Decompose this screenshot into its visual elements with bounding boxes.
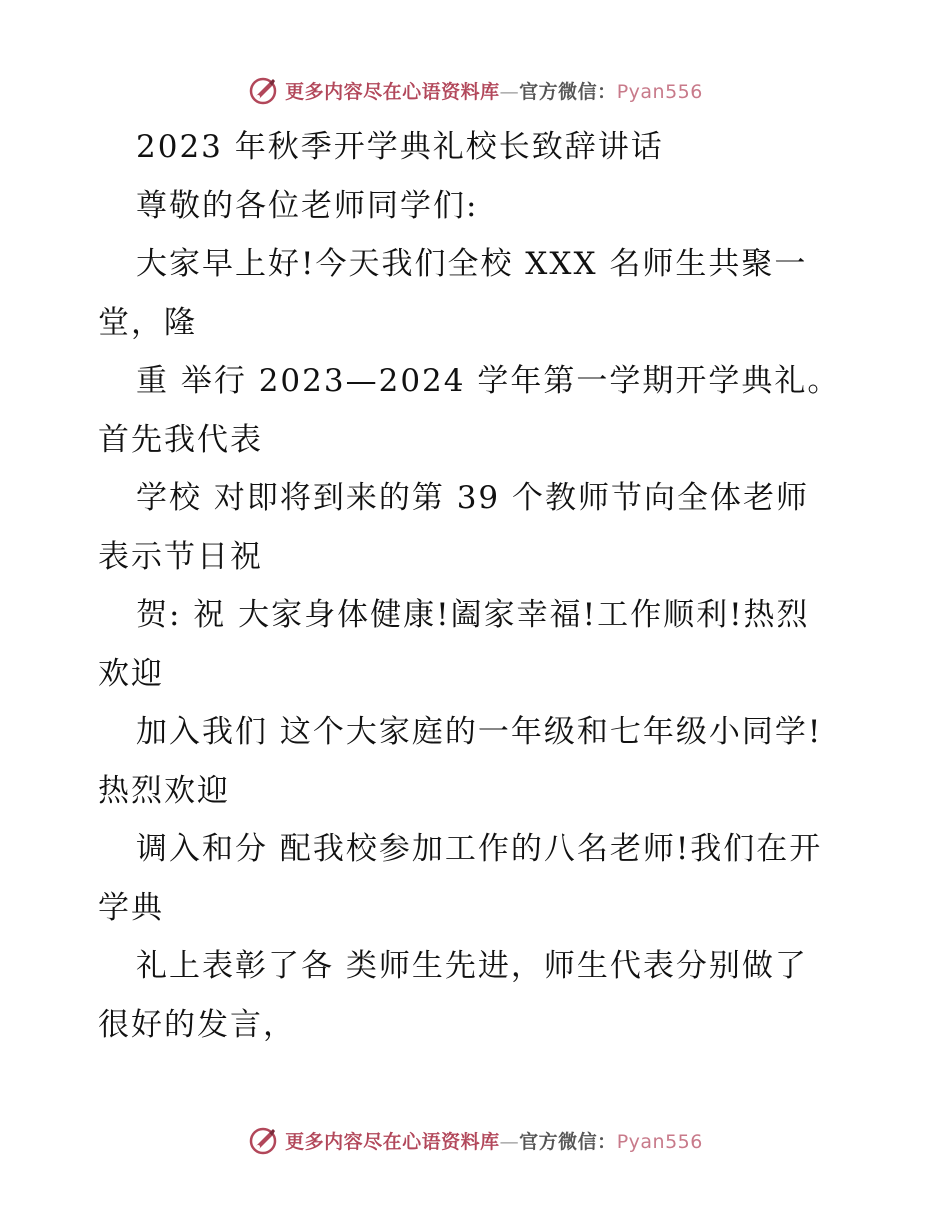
watermark-text — [285, 1127, 703, 1154]
document-line: 重 举行 2023—2024 学年第一学期开学典礼。 — [136, 363, 841, 399]
document-line: 大家早上好!今天我们全校 XXX 名师生共聚一 — [136, 246, 808, 282]
document-line: 热烈欢迎 — [98, 772, 230, 809]
document-line: 加入我们 这个大家庭的一年级和七年级小同学! — [136, 714, 823, 750]
document-line: 礼上表彰了各 类师生先进，师生代表分别做了 — [136, 948, 808, 984]
watermark-separator: — — [499, 80, 520, 103]
watermark-inner — [247, 74, 703, 106]
document-line: 很好的发言， — [98, 1006, 296, 1043]
watermark-main: 更多内容尽在心语资料库 — [285, 80, 500, 103]
document-line: 学校 对即将到来的第 39 个教师节向全体老师 — [136, 480, 810, 516]
watermark-text — [285, 77, 703, 104]
document-title: 2023 年秋季开学典礼校长致辞讲话 — [136, 129, 664, 165]
document-lines — [98, 177, 858, 1055]
document-line: 表示节日祝 — [98, 538, 263, 575]
watermark-inner — [247, 1124, 703, 1156]
watermark-banner-top — [0, 70, 950, 110]
watermark-label: 官方微信： — [519, 1130, 617, 1153]
document-body — [98, 118, 858, 1054]
watermark-label: 官方微信： — [519, 80, 617, 103]
watermark-separator: — — [499, 1130, 520, 1153]
pen-logo-icon — [247, 74, 279, 106]
document-line: 贺: 祝 大家身体健康!阖家幸福!工作顺利!热烈 — [136, 597, 810, 633]
watermark-id: Pyan556 — [616, 1130, 703, 1153]
document-line: 欢迎 — [98, 655, 164, 692]
document-line: 学典 — [98, 889, 164, 926]
pen-logo-icon — [247, 1124, 279, 1156]
watermark-banner-bottom — [0, 1120, 950, 1160]
document-line: 堂，隆 — [98, 304, 197, 341]
document-line: 尊敬的各位老师同学们: — [136, 187, 479, 224]
document-line: 首先我代表 — [98, 421, 263, 458]
watermark-id: Pyan556 — [616, 80, 703, 103]
document-line: 调入和分 配我校参加工作的八名老师!我们在开 — [136, 831, 823, 867]
watermark-main: 更多内容尽在心语资料库 — [285, 1130, 500, 1153]
